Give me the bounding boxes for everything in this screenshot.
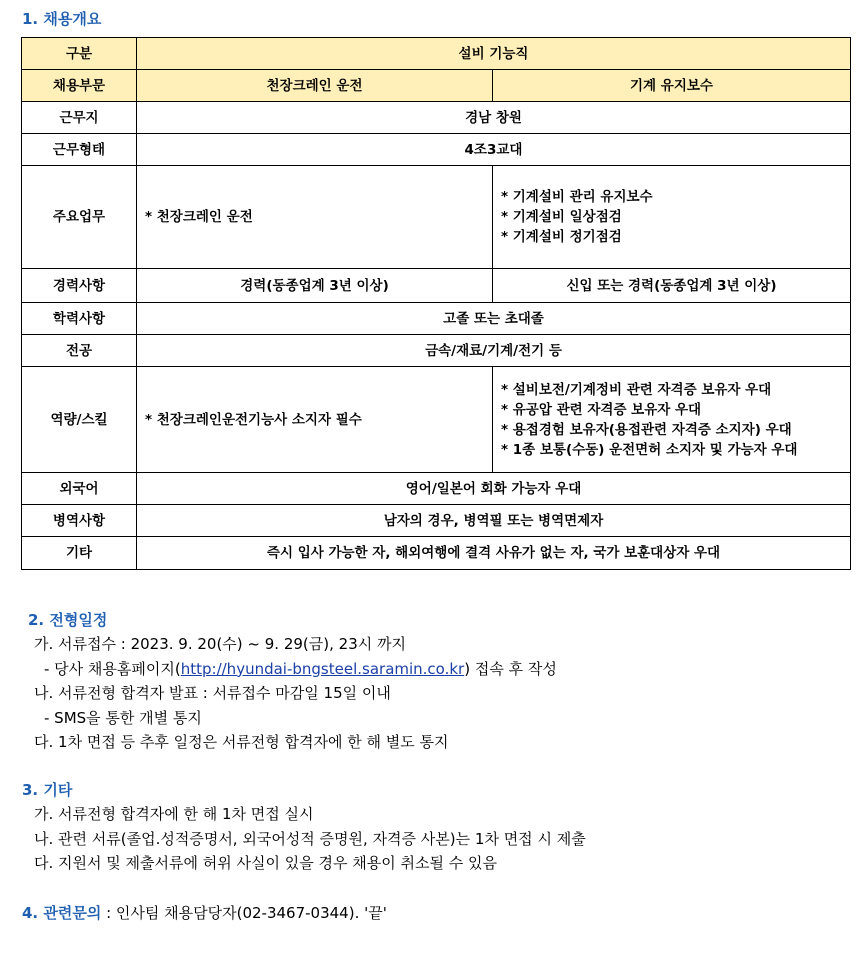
etc-value: 즉시 입사 가능한 자, 해외여행에 결격 사유가 없는 자, 국가 보훈대상자 우대 bbox=[137, 537, 851, 570]
section1-title: 1. 채용개요 bbox=[22, 10, 102, 28]
skill-item: * 유공압 관련 자격증 보유자 우대 bbox=[501, 401, 702, 418]
education-label: 학력사항 bbox=[22, 303, 137, 335]
major-label: 전공 bbox=[22, 335, 137, 367]
duties-label: 주요업무 bbox=[22, 166, 137, 269]
schedule-text: - 당사 채용홈페이지( bbox=[44, 659, 181, 678]
section2-title: 2. 전형일정 bbox=[28, 611, 108, 629]
skills-col2 bbox=[493, 367, 851, 473]
duty-item: * 기계설비 정기점검 bbox=[501, 229, 622, 245]
skill-item: * 천장크레인운전기능사 소지자 필수 bbox=[145, 411, 362, 428]
inquiry-text: : 인사팀 채용담당자(02-3467-0344). '끝' bbox=[101, 904, 387, 922]
duty-item: * 기계설비 관리 유지보수 bbox=[501, 189, 653, 205]
schedule-line: 나. 서류전형 합격자 발표 : 서류접수 마감일 15일 이내 bbox=[34, 684, 391, 702]
skill-item: * 용접경험 보유자(용접관련 자격증 소지자) 우대 bbox=[501, 421, 792, 438]
location-value: 경남 창원 bbox=[137, 102, 851, 134]
table-row bbox=[22, 134, 851, 166]
table-row bbox=[22, 335, 851, 367]
dept-col2: 기계 유지보수 bbox=[493, 70, 851, 102]
duties-col1 bbox=[137, 166, 493, 269]
inquiry-line bbox=[22, 902, 387, 923]
experience-label: 경력사항 bbox=[22, 269, 137, 303]
skills-label: 역량/스킬 bbox=[22, 367, 137, 473]
dept-col1: 천장크레인 운전 bbox=[137, 70, 493, 102]
work-type-label: 근무형태 bbox=[22, 134, 137, 166]
schedule-line: 가. 서류접수 : 2023. 9. 20(수) ~ 9. 29(금), 23시 까지 bbox=[34, 635, 406, 653]
duty-item: * 기계설비 일상점검 bbox=[501, 209, 622, 225]
military-value: 남자의 경우, 병역필 또는 병역면제자 bbox=[137, 505, 851, 537]
duty-item: * 천장크레인 운전 bbox=[145, 209, 253, 225]
major-value: 금속/재료/기계/전기 등 bbox=[137, 335, 851, 367]
schedule-line: 다. 1차 면접 등 추후 일정은 서류전형 합격자에 한 해 별도 통지 bbox=[34, 733, 449, 751]
etc-line: 가. 서류전형 합격자에 한 해 1차 면접 실시 bbox=[34, 805, 314, 823]
military-label: 병역사항 bbox=[22, 505, 137, 537]
header-label: 구분 bbox=[22, 38, 137, 70]
table-row bbox=[22, 537, 851, 570]
language-label: 외국어 bbox=[22, 473, 137, 505]
experience-col1: 경력(동종업계 3년 이상) bbox=[137, 269, 493, 303]
table-row bbox=[22, 303, 851, 335]
table-row bbox=[22, 473, 851, 505]
table-row bbox=[22, 367, 851, 473]
dept-label: 채용부문 bbox=[22, 70, 137, 102]
language-value: 영어/일본어 회화 가능자 우대 bbox=[137, 473, 851, 505]
table-row bbox=[22, 269, 851, 303]
etc-label: 기타 bbox=[22, 537, 137, 570]
schedule-line: - SMS을 통한 개별 통지 bbox=[44, 708, 202, 727]
homepage-link[interactable]: http://hyundai-bngsteel.saramin.co.kr bbox=[180, 659, 465, 678]
table-row bbox=[22, 166, 851, 269]
etc-line: 다. 지원서 및 제출서류에 허위 사실이 있을 경우 채용이 취소될 수 있음 bbox=[34, 854, 497, 872]
experience-col2: 신입 또는 경력(동종업계 3년 이상) bbox=[493, 269, 851, 303]
skill-item: * 1종 보통(수동) 운전면허 소지자 및 가능자 우대 bbox=[501, 441, 798, 458]
section4-title: 4. 관련문의 bbox=[22, 904, 102, 922]
work-type-value: 4조3교대 bbox=[137, 134, 851, 166]
table-row bbox=[22, 70, 851, 102]
skills-col1 bbox=[137, 367, 493, 473]
section3-body bbox=[34, 802, 586, 876]
section2-body bbox=[34, 632, 557, 755]
location-label: 근무지 bbox=[22, 102, 137, 134]
section3-title: 3. 기타 bbox=[22, 781, 73, 799]
table-row bbox=[22, 102, 851, 134]
education-value: 고졸 또는 초대졸 bbox=[137, 303, 851, 335]
header-value: 설비 기능직 bbox=[137, 38, 851, 70]
etc-line: 나. 관련 서류(졸업.성적증명서, 외국어성적 증명원, 자격증 사본)는 1차 면접 시 제출 bbox=[34, 829, 586, 848]
recruitment-table bbox=[21, 37, 851, 570]
table-row bbox=[22, 38, 851, 70]
skill-item: * 설비보전/기계정비 관련 자격증 보유자 우대 bbox=[501, 381, 772, 398]
table-row bbox=[22, 505, 851, 537]
duties-col2 bbox=[493, 166, 851, 269]
schedule-text: ) 접속 후 작성 bbox=[464, 659, 557, 678]
schedule-line bbox=[34, 657, 557, 682]
